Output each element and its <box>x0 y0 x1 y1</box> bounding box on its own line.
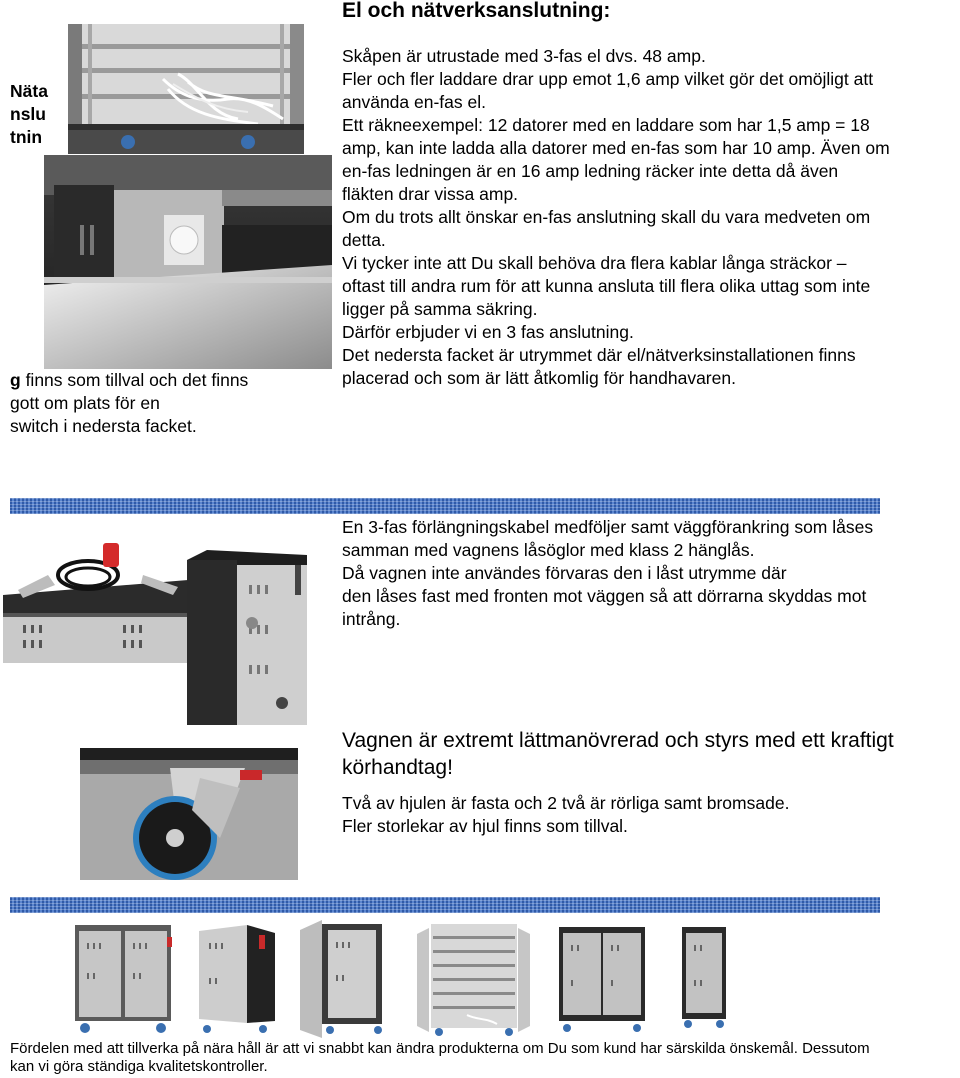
wheel-photo <box>80 748 298 880</box>
text-line: den låses fast med fronten mot väggen så att dörrarna skyddas mot <box>342 586 867 606</box>
product-thumb-cabinet-angle <box>197 923 277 1035</box>
text-line: amp, kan inte ladda alla datorer med en-fas som har 10 amp. Även om <box>342 138 890 158</box>
side-caption <box>10 369 248 438</box>
text-line: Ett räkneexempel: 12 datorer med en laddare som har 1,5 amp = 18 <box>342 115 870 135</box>
side-caption-line: switch i nedersta facket. <box>10 416 197 436</box>
side-caption-line: gott om plats för en <box>10 393 160 413</box>
section-heading: El och nätverksanslutning: <box>342 0 611 22</box>
product-thumb-cabinet-shelves <box>417 920 530 1038</box>
text-line: fläkten drar vissa amp. <box>342 184 519 204</box>
compartment-socket-photo <box>44 155 332 369</box>
product-thumb-cabinet-closed <box>73 923 173 1035</box>
text-line: Om du trots allt önskar en-fas anslutning skall du vara medveten om <box>342 207 871 227</box>
text-line: Därför erbjuder vi en 3 fas anslutning. <box>342 322 634 342</box>
section2-text <box>342 516 960 631</box>
text-line: placerad och som är lätt åtkomlig för handhavaren. <box>342 368 736 388</box>
text-line: Då vagnen inte användes förvaras den i låst utrymme där <box>342 563 787 583</box>
side-caption-bold: g <box>10 370 21 390</box>
text-line: oftast till andra rum för att kunna ansluta till flera olika uttag som inte <box>342 276 871 296</box>
footer-line: Fördelen med att tillverka på nära håll är att vi snabbt kan ändra produkterna om Du som kund har särskilda önskemål. Dessutom <box>10 1040 870 1057</box>
side-label-line: Näta <box>10 81 48 101</box>
section1-text <box>342 45 960 390</box>
side-caption-line <box>10 369 248 392</box>
text-line: använda en-fas el. <box>342 92 486 112</box>
product-thumb-cabinet-front <box>557 925 647 1035</box>
side-label-line: nslu <box>10 104 46 124</box>
text-line: En 3-fas förlängningskabel medföljer samt väggförankring som låses <box>342 517 874 537</box>
footer-line: kan vi göra ständiga kvalitetskontroller. <box>10 1058 268 1075</box>
heading-line: Vagnen är extremt lättmanövrerad och styrs med ett kraftigt <box>342 729 894 752</box>
cabinet-side-photo <box>187 535 332 725</box>
extension-cable-photo <box>3 535 188 663</box>
side-caption-rest: finns som tillval och det finns <box>20 370 249 390</box>
divider-band <box>10 498 880 514</box>
product-thumb-cabinet-narrow <box>680 925 728 1030</box>
text-line: Skåpen är utrustade med 3-fas el dvs. 48 amp. <box>342 46 706 66</box>
section3-heading <box>342 727 894 781</box>
side-label-top <box>10 80 48 149</box>
product-thumb-cabinet-open-door <box>300 920 390 1038</box>
text-line: Vi tycker inte att Du skall behöva dra flera kablar långa sträckor – <box>342 253 847 273</box>
text-line: samman med vagnens låsöglor med klass 2 hänglås. <box>342 540 755 560</box>
text-line: ligger på samma säkring. <box>342 299 538 319</box>
section3-text <box>342 792 789 838</box>
side-label-line: tnin <box>10 127 43 147</box>
cabinet-cables-photo <box>68 24 304 154</box>
heading-line: körhandtag! <box>342 756 453 779</box>
footer-text <box>10 1040 870 1076</box>
text-line: Fler storlekar av hjul finns som tillval. <box>342 816 628 836</box>
text-line: detta. <box>342 230 386 250</box>
text-line: intrång. <box>342 609 401 629</box>
text-line: Det nedersta facket är utrymmet där el/nätverksinstallationen finns <box>342 345 856 365</box>
text-line: Fler och fler laddare drar upp emot 1,6 amp vilket gör det omöjligt att <box>342 69 874 89</box>
text-line: Två av hjulen är fasta och 2 två är rörliga samt bromsade. <box>342 793 790 813</box>
divider-band <box>10 897 880 913</box>
text-line: en-fas ledningen är en 16 amp ledning räcker inte detta då även <box>342 161 839 181</box>
